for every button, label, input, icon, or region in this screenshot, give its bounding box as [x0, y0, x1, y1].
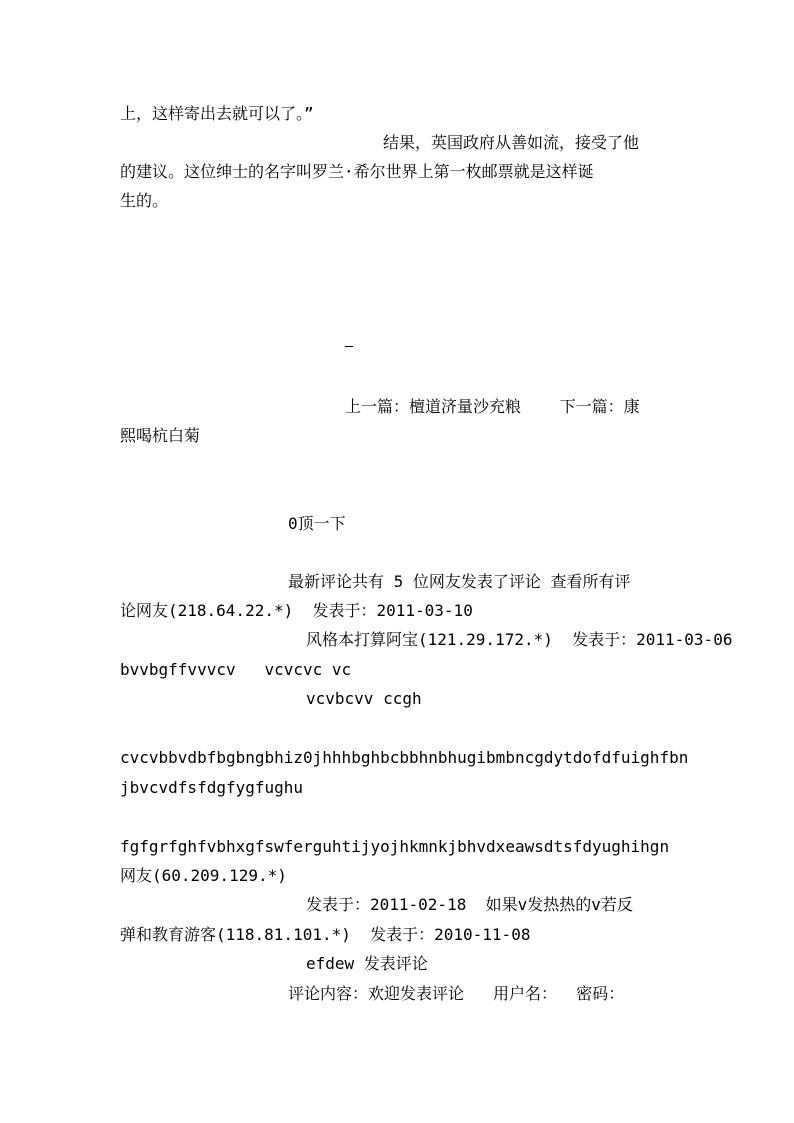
password-label: 密码：	[576, 984, 625, 1003]
comment-form	[288, 984, 624, 1004]
vote-count: 0	[288, 514, 298, 533]
next-article-link[interactable]: 下一篇：康	[559, 397, 640, 416]
article-line-4: 生的。	[120, 191, 169, 210]
comment-line: 网友(60.209.129.*)	[120, 866, 287, 885]
comment-line: bvvbgffvvvcv vcvcvc vc	[120, 660, 352, 679]
article-line-2: 结果，英国政府从善如流，接受了他	[383, 133, 640, 152]
comment-line: efdew 发表评论	[306, 954, 428, 973]
comments-header: 最新评论共有 5 位网友发表了评论 查看所有评	[288, 572, 631, 591]
comment-line: 论网友(218.64.22.*) 发表于：2011-03-10	[120, 601, 473, 620]
comment-line: 发表于：2011-02-18 如果v发热热的v若反	[306, 895, 633, 914]
article-nav	[345, 397, 640, 417]
vote-row	[288, 514, 346, 534]
comment-line: 弹和教育游客(118.81.101.*) 发表于：2010-11-08	[120, 925, 531, 944]
next-article-link-cont[interactable]: 熙喝杭白菊	[120, 426, 201, 445]
article-line-3: 的建议。这位绅士的名字叫罗兰·希尔世界上第一枚邮票就是这样诞	[120, 162, 594, 181]
comment-line: 风格本打算阿宝(121.29.172.*) 发表于：2011-03-06	[306, 630, 733, 649]
comment-line: jbvcvdfsfdgfygfughu	[120, 778, 304, 797]
comment-content-field[interactable]: 欢迎发表评论	[368, 984, 465, 1003]
prev-article-link[interactable]: 檀道济量沙充粮	[409, 397, 522, 416]
prev-label: 上一篇：	[345, 397, 410, 416]
comment-line: cvcvbbvdbfbgbngbhiz0jhhhbghbcbbhnbhugibmbncgdytdofdfuighfbn	[120, 748, 689, 767]
comment-line: fgfgrfghfvbhxgfswferguhtijyojhkmnkjbhvdxeawsdtsfdyughihgn	[120, 837, 670, 856]
content-label: 评论内容：	[288, 984, 369, 1003]
article-line-1: 上，这样寄出去就可以了。”	[120, 104, 314, 123]
comment-line: vcvbcvv ccgh	[306, 689, 422, 708]
vote-up-link[interactable]: 顶一下	[297, 514, 346, 533]
username-label: 用户名：	[492, 984, 557, 1003]
separator-dash	[345, 346, 353, 347]
